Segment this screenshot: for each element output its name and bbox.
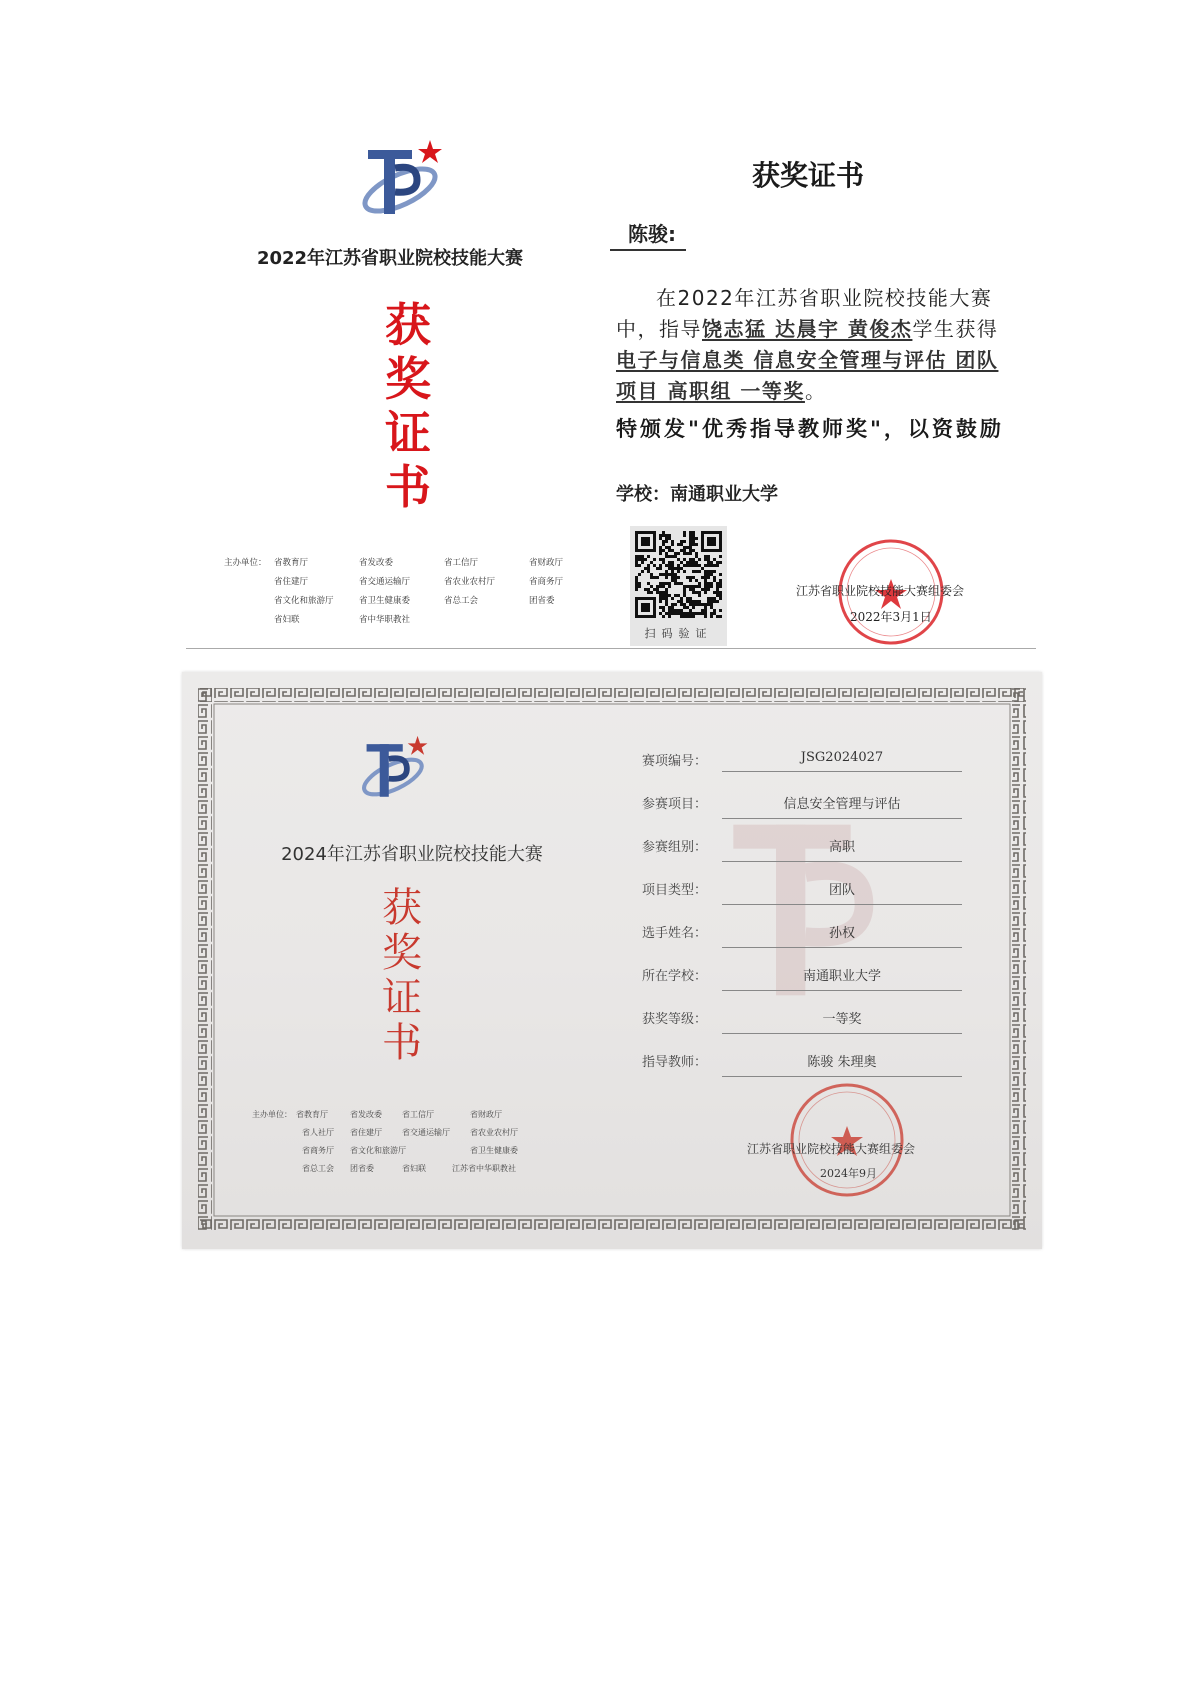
body-text: 学生获得 xyxy=(912,317,999,341)
field-value: 陈骏 朱理奥 xyxy=(722,1051,962,1077)
certificate-char: 书 xyxy=(385,460,431,514)
certificate-char: 奖 xyxy=(385,352,431,406)
certificate-2024-photo xyxy=(182,672,1042,1249)
organizer: 江苏省中华职教社 xyxy=(452,1164,516,1173)
certificate-char: 获 xyxy=(385,298,431,352)
organizer: 省发改委 xyxy=(359,558,394,568)
award-statement: 特颁发"优秀指导教师奖"，以资鼓励 xyxy=(616,417,1004,441)
organizers-label: 主办单位： xyxy=(252,1110,292,1119)
certificate-body xyxy=(616,283,1011,407)
organizer: 省总工会 xyxy=(302,1164,334,1173)
certificate-char: 书 xyxy=(382,1020,422,1066)
organizer: 省财政厅 xyxy=(529,558,564,568)
organizer: 省商务厅 xyxy=(302,1146,334,1155)
organizer: 团省委 xyxy=(529,596,555,606)
field-label: 参赛组别： xyxy=(642,840,708,855)
competition-logo-icon xyxy=(360,138,450,220)
organizers-label: 主办单位： xyxy=(224,558,267,568)
field-value: 信息安全管理与评估 xyxy=(722,793,962,819)
issue-date: 2022年3月1日 xyxy=(850,610,932,624)
body-text: 。 xyxy=(804,379,827,403)
organizer: 省妇联 xyxy=(274,615,300,625)
organizer: 团省委 xyxy=(350,1164,374,1173)
certificate-char: 证 xyxy=(382,975,422,1021)
organizer: 省卫生健康委 xyxy=(470,1146,518,1155)
field-value: 高职 xyxy=(722,836,962,862)
issue-date: 2024年9月 xyxy=(820,1167,877,1180)
organizer: 省中华职教社 xyxy=(359,615,411,625)
certificate-char: 获 xyxy=(382,885,422,931)
organizers-block xyxy=(224,556,604,636)
field-value: 团队 xyxy=(722,879,962,905)
competition-name: 2022年江苏省职业院校技能大赛 xyxy=(256,248,524,269)
organizer: 省工信厅 xyxy=(444,558,479,568)
field-label: 项目类型： xyxy=(642,883,708,898)
body-text: 在2022年江苏省职业院校技能大赛中，指导 xyxy=(616,286,993,341)
certificate-char: 证 xyxy=(385,406,431,460)
qr-label: 扫码验证 xyxy=(644,627,713,640)
organizer: 省教育厅 xyxy=(274,558,309,568)
field-label: 指导教师： xyxy=(642,1055,708,1070)
students-names: 饶志猛 达晨宇 黄俊杰 xyxy=(702,317,913,341)
organizer: 省工信厅 xyxy=(402,1110,434,1119)
organizer: 省教育厅 xyxy=(296,1110,328,1119)
field-label: 选手姓名： xyxy=(642,926,708,941)
organizer: 省妇联 xyxy=(402,1164,426,1173)
qr-code-icon xyxy=(635,531,722,618)
field-value: JSG2024027 xyxy=(722,750,962,772)
field-value: 南通职业大学 xyxy=(722,965,962,991)
organizer: 省总工会 xyxy=(444,596,479,606)
certificate-char: 奖 xyxy=(382,930,422,976)
organizer: 省文化和旅游厅 xyxy=(350,1146,406,1155)
verification-qr-code[interactable] xyxy=(630,526,727,646)
field-value: 一等奖 xyxy=(722,1008,962,1034)
organizer: 省发改委 xyxy=(350,1110,382,1119)
organizer: 省住建厅 xyxy=(350,1128,382,1137)
organizer: 省商务厅 xyxy=(529,577,564,587)
competition-logo-icon xyxy=(360,732,434,804)
organizer: 省农业农村厅 xyxy=(470,1128,518,1137)
organizer: 省财政厅 xyxy=(470,1110,502,1119)
school-name: 学校：南通职业大学 xyxy=(616,484,778,505)
organizer: 省卫生健康委 xyxy=(359,596,411,606)
organizer: 省农业农村厅 xyxy=(444,577,496,587)
organizer: 省文化和旅游厅 xyxy=(274,596,334,606)
organizer: 省交通运输厅 xyxy=(359,577,411,587)
field-label: 获奖等级： xyxy=(642,1012,708,1027)
divider xyxy=(186,648,1036,649)
organizer: 省人社厅 xyxy=(302,1128,334,1137)
organizer: 省住建厅 xyxy=(274,577,309,587)
field-label: 所在学校： xyxy=(642,969,708,984)
field-label: 参赛项目： xyxy=(642,797,708,812)
event-award: 电子与信息类 信息安全管理与评估 团队项目 高职组 一等奖 xyxy=(616,348,999,403)
field-label: 赛项编号： xyxy=(642,754,708,769)
issuer-name: 江苏省职业院校技能大赛组委会 xyxy=(796,584,965,598)
field-value: 孙权 xyxy=(722,922,962,948)
certificate-title: 获奖证书 xyxy=(752,159,865,192)
competition-name: 2024年江苏省职业院校技能大赛 xyxy=(281,844,543,865)
issuer-name: 江苏省职业院校技能大赛组委会 xyxy=(747,1142,916,1156)
recipient-name: 陈骏: xyxy=(610,218,686,251)
organizer: 省交通运输厅 xyxy=(402,1128,450,1137)
